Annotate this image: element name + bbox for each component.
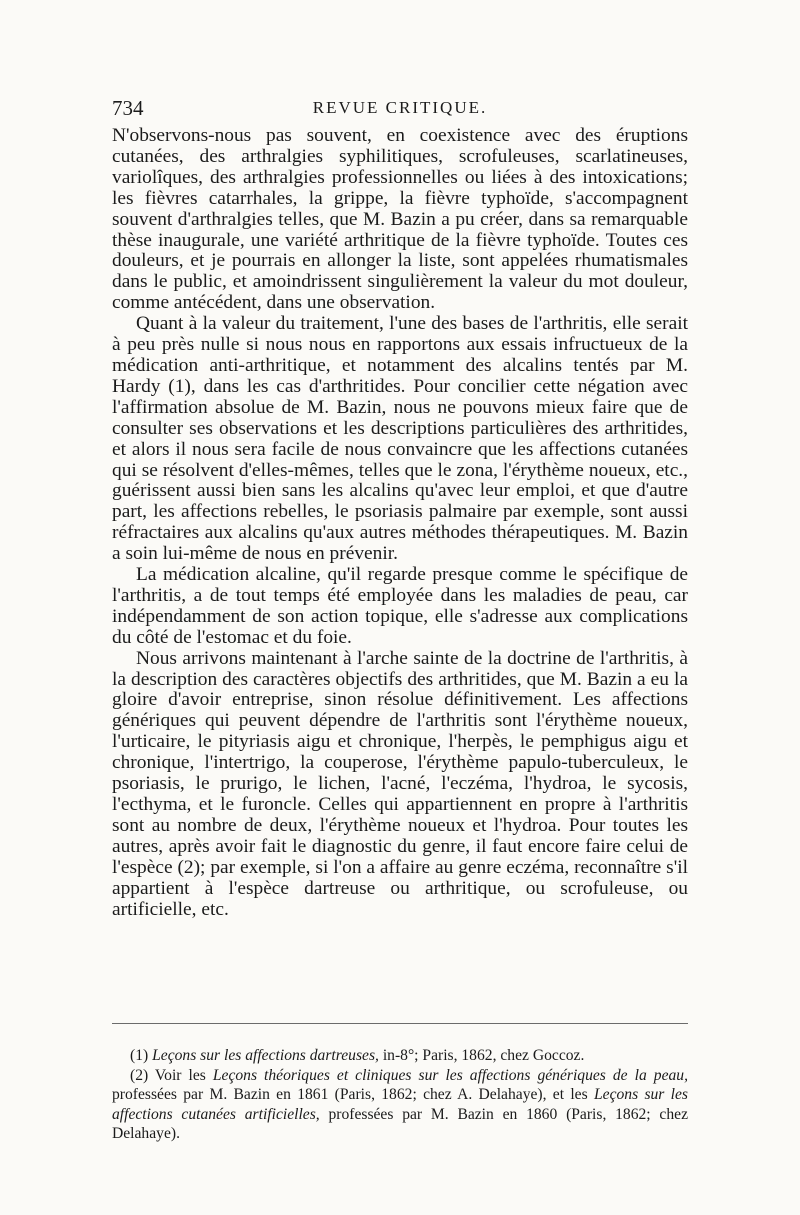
footnote-2 bbox=[112, 1066, 688, 1144]
page-number: 734 bbox=[112, 96, 144, 120]
footnotes bbox=[112, 1046, 688, 1144]
paragraph-2: Quant à la valeur du traitement, l'une des bases de l'arthritis, elle serait à peu près nulle si nous nous en rapportons aux essais infructueux de la médication anti-arthritique, et notamment des alcalins tentés par M. Hardy (1), dans les cas d'arthritides. Pour concilier cette négation avec l'affirmation absolue de M. Bazin, nous ne pouvons mieux faire que de consulter ses observations et les descriptions particulières des arthritides, et alors il nous sera facile de nous convaincre que les affections cutanées qui se résolvent d'elles-mêmes, telles que le zona, l'érythème noueux, etc., guérissent aussi bien sans les alcalins qu'avec leur emploi, et que d'autre part, les affections rebelles, le psoriasis palmaire par exemple, sont aussi réfractaires aux alcalins qu'aux autres méthodes thérapeutiques. M. Bazin a soin lui-même de nous en prévenir. bbox=[112, 313, 688, 565]
footnote-2-rest: professées par M. Bazin en 1860 (Paris, 1862; chez Delahaye). bbox=[112, 1105, 688, 1142]
body-text bbox=[112, 126, 688, 920]
paragraph-1: N'observons-nous pas souvent, en coexistence avec des éruptions cutanées, des arthralgies syphilitiques, scrofuleuses, scarlatineuses, variolîques, des arthralgies professionnelles ou liées à des intoxications; les fièvres catarrhales, la grippe, la fièvre typhoïde, s'accompagnent souvent d'arthralgies telles, que M. Bazin a pu créer, dans sa remarquable thèse inaugurale, une variété arthritique de la fièvre typhoïde. Toutes ces douleurs, et je pourrais en allonger la liste, sont appelées rhumatismales dans le public, et amoindrissent singulièrement la valeur du mot douleur, comme antécédent, dans une observation. bbox=[112, 125, 688, 314]
running-head: REVUE CRITIQUE. bbox=[312, 98, 488, 117]
paragraph-4: Nous arrivons maintenant à l'arche sainte de la doctrine de l'arthritis, à la description des caractères objectifs des arthritides, que M. Bazin a eu la gloire d'avoir entreprise, sinon résolue définitivement. Les affections génériques qui peuvent dépendre de l'arthritis sont l'érythème noueux, l'urticaire, le pityriasis aigu et chronique, l'herpès, le pemphigus aigu et chronique, l'intertrigo, la couperose, l'érythème papulo-tuberculeux, le psoriasis, le prurigo, le lichen, l'acné, l'eczéma, l'hydroa, le sycosis, l'ecthyma, et le furoncle. Celles qui appartiennent en propre à l'arthritis sont au nombre de deux, l'érythème noueux et l'hydroa. Pour toutes les autres, après avoir fait le diagnostic du genre, il faut encore faire celui de l'espèce (2); par exemple, si l'on a affaire au genre eczéma, reconnaître s'il appartient à l'espèce dartreuse ou arthritique, ou scrofuleuse, ou artificielle, etc. bbox=[112, 647, 688, 920]
footnote-2-title2: Leçons sur les affections cutanées artificielles, bbox=[112, 1086, 688, 1123]
footnote-1 bbox=[112, 1046, 688, 1066]
footnote-rule bbox=[112, 1023, 688, 1024]
footnote-1-title: Leçons sur les affections dartreuses, bbox=[152, 1047, 379, 1064]
footnote-2-title: Leçons théoriques et cliniques sur les affections génériques de la peau, bbox=[212, 1066, 688, 1084]
paragraph-3: La médication alcaline, qu'il regarde presque comme le spécifique de l'arthritis, a de tout temps été employée dans les maladies de peau, car indépendamment de son action topique, elle s'adresse aux complications du côté de l'estomac et du foie. bbox=[112, 564, 688, 648]
footnote-2-mid: professées par M. Bazin en 1861 (Paris, 1862; chez A. Delahaye), et les bbox=[112, 1086, 594, 1103]
footnote-1-rest: in-8°; Paris, 1862, chez Goccoz. bbox=[378, 1047, 585, 1064]
footnote-1-marker: (1) bbox=[130, 1047, 153, 1064]
footnote-2-marker: (2) Voir les bbox=[130, 1066, 213, 1084]
page-header bbox=[112, 96, 688, 126]
